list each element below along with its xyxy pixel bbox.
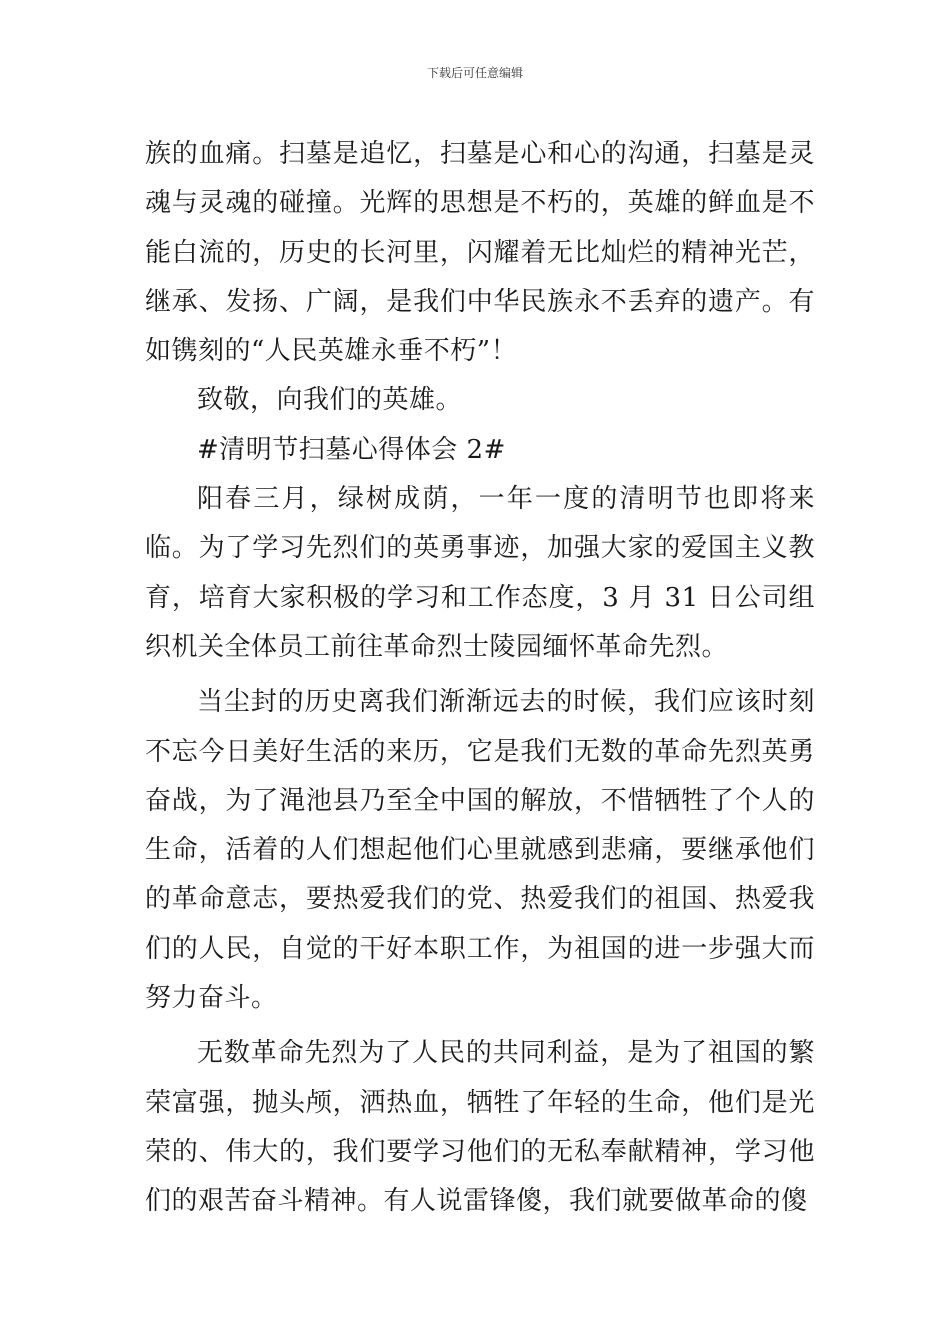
document-body [145, 130, 815, 1227]
paragraph-martyrs: 无数革命先烈为了人民的共同利益，是为了祖国的繁荣富强，抛头颅，洒热血，牺牲了年轻的生命，他们是光荣的、伟大的，我们要学习他们的无私奉献精神，学习他们的艰苦奋斗精神。有人说雷锋傻，我们就要做革命的傻 [145, 1038, 815, 1217]
paragraph-intro: 阳春三月，绿树成荫，一年一度的清明节也即将来临。为了学习先烈们的英勇事迹，加强大家的爱国主义教育，培育大家积极的学习和工作态度，3 月 31 日公司组织机关全体员工前往革命烈士陵园缅怀革命先烈。 [145, 484, 815, 662]
paragraph-continuation: 族的血痛。扫墓是追忆，扫墓是心和心的沟通，扫墓是灵魂与灵魂的碰撞。光辉的思想是不朽的，英雄的鲜血是不能白流的，历史的长河里，闪耀着无比灿烂的精神光芒，继承、发扬、广阔，是我们中华民族永不丢弃的遗产。有如镌刻的“人民英雄永垂不朽”！ [145, 139, 815, 367]
section-heading: #清明节扫墓心得体会 2# [197, 434, 506, 465]
paragraph-history: 当尘封的历史离我们渐渐远去的时候，我们应该时刻不忘今日美好生活的来历，它是我们无数的革命先烈英勇奋战，为了渑池县乃至全中国的解放，不惜牺牲了个人的生命，活着的人们想起他们心里就感到悲痛，要继承他们的革命意志，要热爱我们的党、热爱我们的祖国、热爱我们的人民，自觉的干好本职工作，为祖国的进一步强大而努力奋斗。 [145, 687, 815, 1014]
paragraph-salute: 致敬，向我们的英雄。 [197, 385, 463, 416]
page-header: 下载后可任意编辑 [426, 66, 523, 80]
